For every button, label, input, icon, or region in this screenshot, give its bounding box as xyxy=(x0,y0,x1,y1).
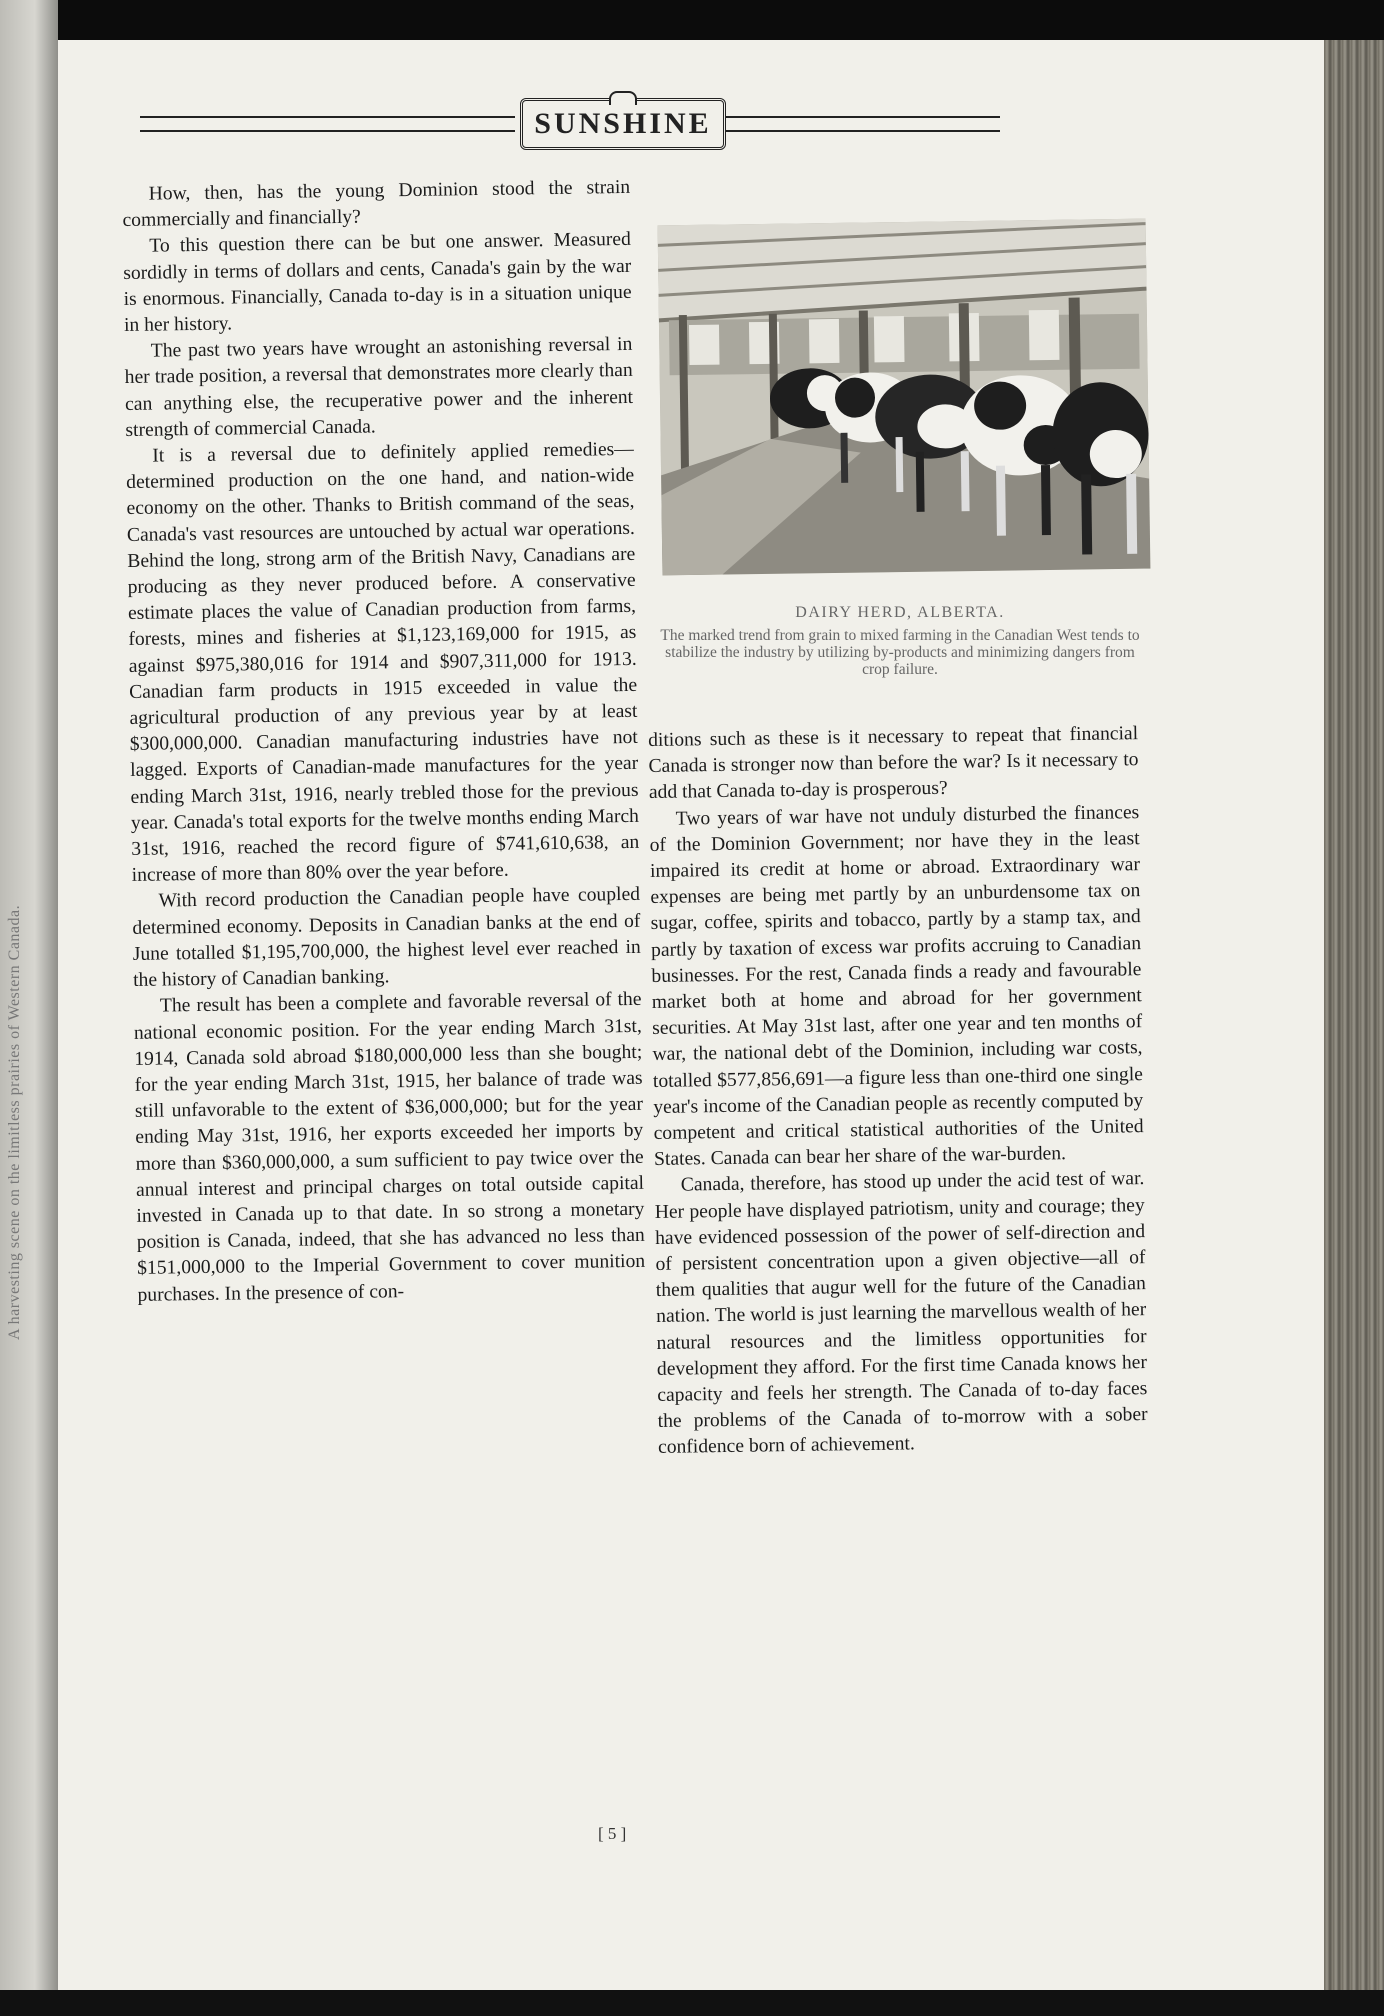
paragraph: To this question there can be but one answer. Measured sordidly in terms of dollars and cents, Canada's gain by the war is enormous. Financially, Canada to-day is in a situation unique in her history. xyxy=(123,229,632,337)
masthead xyxy=(140,98,1000,148)
adjacent-page-edge xyxy=(0,0,58,2016)
photo-caption: The marked trend from grain to mixed farming in the Canadian West tends to stabilize the industry by utilizing by-products and minimizing dangers from crop failure. xyxy=(660,627,1140,678)
photo-title: DAIRY HERD, ALBERTA. xyxy=(795,604,1005,621)
page-number: [ 5 ] xyxy=(598,1824,627,1843)
paragraph: Two years of war have not unduly disturbed the finances of the Dominion Government; nor have they in the least impaired its credit at home or abroad. Extraordinary war expenses are being met partly by an unburdensome tax on sugar, coffee, spirits and tobacco, partly by a stamp tax, and partly by taxation of excess war profits accruing to Canadian businesses. For the rest, Canada finds a ready and favourable market both at home and abroad for her government securities. At May 31st last, after one year and ten months of war, the national debt of the Dominion, including war costs, totalled $577,856,691—a figure less than one-third one single year's income of the Canadian people as recently computed by competent and critical statistical authorities of the United States. Canada can bear her share of the war-burden. xyxy=(649,801,1144,1171)
barn-photo-illustration xyxy=(658,219,1151,576)
scan-bottom-border xyxy=(0,1990,1384,2016)
book-fore-edge xyxy=(1324,40,1384,1990)
paragraph: With record production the Canadian people have coupled determined economy. Deposits in Canadian banks at the end of June totalled $1,195,700,000, the highest level ever reached in the history of Canadian banking. xyxy=(132,884,641,992)
paragraph: How, then, has the young Dominion stood the strain commercially and financially? xyxy=(122,176,631,232)
paragraph: Canada, therefore, has stood up under the acid test of war. Her people have displayed patriotism, unity and courage; they have evidenced possession of the power of self-direction and of persistent concentration upon a given objective—all of them qualities that augur well for the future of the Canadian nation. The world is just learning the marvellous wealth of her natural resources and the limitless opportunities for development they afford. For the first time Canada knows her capacity and feels her strength. The Canada of to-day faces the problems of the Canada of to-morrow with a sober confidence born of achievement. xyxy=(654,1168,1148,1459)
paragraph: It is a reversal due to definitely applied remedies—determined production on the one hand, and nation-wide economy on the other. Thanks to British command of the seas, Canada's vast resources are untouched by actual war operations. Behind the long, strong arm of the British Navy, Canadians are producing as they never produced before. A conservative estimate places the value of Canadian production from farms, forests, mines and fisheries at $1,123,169,000 for 1915, as against $975,380,016 for 1914 and $907,311,000 for 1913. Canadian farm products in 1915 exceeded in value the agricultural production of any previous year by at least $300,000,000. Canadian manufacturing industries have not lagged. Exports of Canadian-made manufactures for the year ending March 31st, 1916, nearly trebled those for the previous year. Canada's total exports for the twelve months ending March 31st, 1916, reached the record figure of $741,610,638, an increase of more than 80% over the year before. xyxy=(126,438,640,887)
paragraph: The result has been a complete and favorable reversal of the national economic position. For the year ending March 31st, 1914, Canada sold abroad $180,000,000 less than she bought; for the year ending March 31st, 1915, her balance of trade was still unfavorable to the extent of $36,000,000; but for the year ending May 31st, 1916, her exports exceeded her imports by more than $360,000,000, a sum sufficient to pay twice over the annual interest and principal charges on total outside capital invested in Canada up to that date. In so strong a monetary position is Canada, indeed, that she has advanced no less than $151,000,000 to the Imperial Government to cover munition purchases. In the presence of con- xyxy=(133,989,646,1306)
masthead-rule-left xyxy=(140,116,515,132)
nameplate-ornament xyxy=(609,91,637,105)
side-caption: A harvesting scene on the limitless prairies of Western Canada. xyxy=(6,904,23,1340)
masthead-nameplate xyxy=(520,98,726,150)
dairy-herd-photo xyxy=(658,219,1151,576)
scan-top-border xyxy=(0,0,1384,40)
right-column xyxy=(648,721,1148,1461)
masthead-title: SUNSHINE xyxy=(534,107,712,140)
paragraph: ditions such as these is it necessary to repeat that financial Canada is stronger now than before the war? Is it necessary to add that Canada to-day is prosperous? xyxy=(648,723,1139,804)
left-column xyxy=(122,175,646,1309)
photo-caption-block xyxy=(650,604,1150,678)
paragraph: The past two years have wrought an astonishing reversal in her trade position, a reversal that demonstrates more clearly than can anything else, the recuperative power and the inherent strength of commercial Canada. xyxy=(124,334,634,441)
